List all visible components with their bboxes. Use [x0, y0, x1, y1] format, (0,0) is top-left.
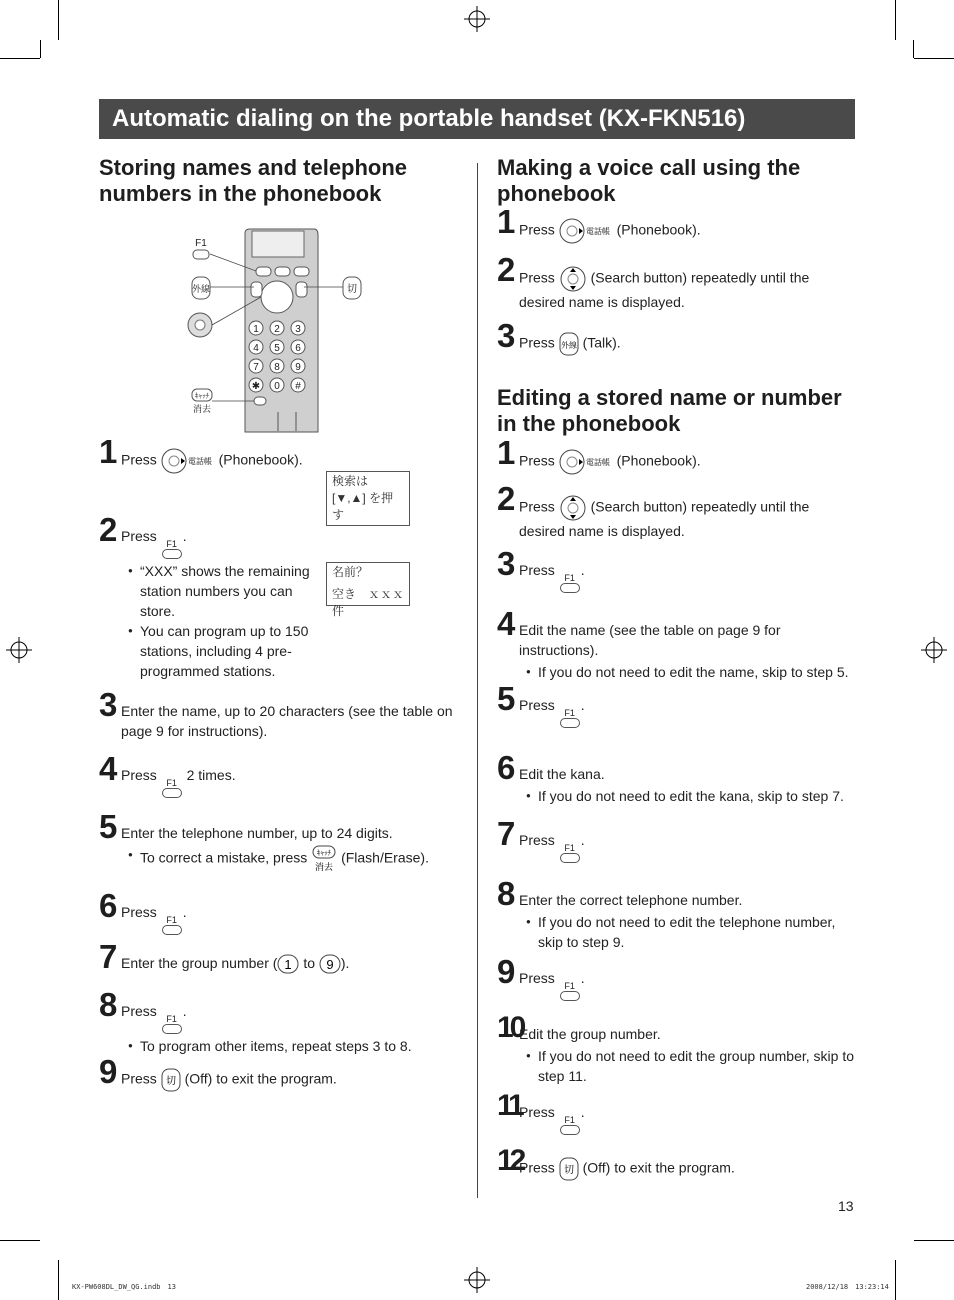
left-step-2: 2 Press F1 . ● “XXX” shows the remaining station numbers you can store. ● You can program up to 150 stations, including 4 pre-programmed stations.	[99, 526, 461, 681]
handset-key: 3	[295, 324, 301, 335]
left-heading: Storing names and telephone numbers in the phonebook	[99, 155, 408, 206]
search-button-icon	[559, 495, 587, 521]
callout-flash-bottom: 消去	[192, 404, 212, 414]
key-1-icon	[277, 954, 299, 974]
registration-mark-left	[6, 637, 32, 663]
handset-key: 6	[295, 343, 301, 354]
edit-step-7: 7 Press F1 .	[497, 830, 855, 863]
left-step-9: 9 Press 切 (Off) to exit the program.	[99, 1053, 337, 1090]
left-step-6: 6 Press F1 .	[99, 902, 461, 935]
key-9-label: 9	[326, 957, 334, 973]
talk-icon-label: 外線	[560, 341, 577, 350]
edit-step-2: 2 Press (Search button) repeatedly until the desired name is displayed.	[497, 480, 810, 539]
edit-step-9: 9 Press F1 .	[497, 968, 855, 1001]
f1-key-icon: F1	[162, 779, 182, 798]
left-step-7: 7 Enter the group number ( 1 to 9 ).	[99, 938, 350, 975]
bullet: ● If you do not need to edit the kana, skip to step 7.	[529, 786, 855, 806]
right-heading-voice-call: Making a voice call using the phonebook	[497, 155, 801, 206]
talk-key-icon	[559, 332, 579, 356]
off-icon-label: 切	[165, 1076, 176, 1087]
f1-key-icon: F1	[162, 1015, 182, 1034]
edit-step-11: 11 Press F1 .	[497, 1102, 855, 1135]
left-step-8: 8 Press F1 . ● To program other items, repeat steps 3 to 8.	[99, 1001, 461, 1056]
voice-step-3: 3 Press 外線 (Talk).	[497, 317, 621, 354]
left-step-4: 4 Press F1 2 times.	[99, 765, 461, 798]
handset-key: 4	[253, 343, 259, 354]
bullet: ● To correct a mistake, press ｷｬｯﾁ 消去 (Flash/Erase).	[131, 845, 461, 873]
flash-erase-icon	[311, 845, 337, 873]
f1-key-icon: F1	[560, 709, 580, 728]
title-banner	[99, 99, 855, 139]
phonebook-icon-label: 電話帳	[585, 227, 610, 236]
bullet: ● “XXX” shows the remaining station numbers you can store.	[131, 561, 321, 621]
edit-step-12: 12 Press 切 (Off) to exit the program.	[497, 1157, 855, 1181]
edit-step-3: 3 Press F1 .	[497, 560, 855, 593]
lcd-line: 検索は	[332, 474, 369, 488]
handset-key: 7	[253, 362, 259, 373]
callout-talk-label: 外線	[191, 284, 211, 294]
handset-key: #	[295, 381, 301, 392]
right-heading-editing: Editing a stored name or number in the phonebook	[497, 385, 842, 436]
handset-key: 9	[295, 362, 301, 373]
off-key-icon	[559, 1157, 579, 1181]
page-title: Automatic dialing on the portable handset (KX-FKN516)	[112, 105, 746, 132]
page-number: 13	[838, 1198, 854, 1214]
f1-key-icon: F1	[560, 1116, 580, 1135]
bullet: ● To program other items, repeat steps 3 to 8.	[131, 1036, 461, 1056]
callout-off-label: 切	[347, 284, 357, 295]
registration-mark-top	[464, 6, 490, 32]
f1-key-icon: F1	[560, 574, 580, 593]
handset-illustration	[184, 227, 369, 437]
lcd-line: [▼,▲] を押す	[332, 491, 394, 522]
left-step-1: 1 Press 電話帳 (Phonebook).	[99, 448, 461, 474]
voice-step-1: 1 Press 電話帳 (Phonebook).	[497, 218, 855, 244]
handset-key: ✱	[251, 381, 261, 392]
bullet: ● You can program up to 150 stations, including 4 pre-programmed stations.	[131, 621, 321, 681]
voice-step-2: 2 Press (Search button) repeatedly until the desired name is displayed.	[497, 251, 810, 310]
callout-f1-label: F1	[195, 238, 207, 249]
off-icon-label: 切	[563, 1165, 574, 1176]
f1-key-icon: F1	[560, 844, 580, 863]
left-step-3: 3 Enter the name, up to 20 characters (see the table on page 9 for instructions).	[99, 686, 453, 739]
f1-key-icon: F1	[560, 982, 580, 1001]
f1-key-icon: F1	[162, 540, 182, 559]
handset-key: 5	[274, 343, 280, 354]
flash-icon-bottom: 消去	[315, 862, 334, 872]
bullet: ● If you do not need to edit the group number, skip to step 11.	[529, 1046, 855, 1086]
phonebook-icon-label: 電話帳	[585, 458, 610, 467]
footer-file-info: KX-PW608DL_DW_QG.indb 13	[72, 1283, 176, 1291]
right-column	[497, 155, 855, 1177]
lcd-search-display	[326, 471, 410, 526]
column-divider	[477, 163, 478, 1198]
footer-timestamp: 2008/12/18 13:23:14	[806, 1283, 889, 1291]
edit-step-1: 1 Press 電話帳 (Phonebook).	[497, 449, 855, 475]
key-9-icon	[319, 954, 341, 974]
phonebook-icon	[559, 218, 613, 244]
edit-step-6: 6 Edit the kana. ● If you do not need to edit the kana, skip to step 7.	[497, 764, 855, 806]
registration-mark-right	[921, 637, 947, 663]
callout-flash-top: ｷｬｯﾁ	[195, 393, 209, 400]
flash-icon-top: ｷｬｯﾁ	[317, 850, 332, 857]
off-key-icon	[161, 1068, 181, 1092]
phonebook-icon-label: 電話帳	[187, 457, 212, 466]
edit-step-10: 10 Edit the group number. ● If you do not need to edit the group number, skip to step 11.	[497, 1024, 855, 1086]
phonebook-icon	[559, 449, 613, 475]
edit-step-5: 5 Press F1 .	[497, 695, 855, 728]
f1-key-icon: F1	[162, 916, 182, 935]
left-column	[99, 155, 461, 1090]
key-1-label: 1	[284, 957, 293, 973]
registration-mark-bottom	[464, 1267, 490, 1293]
lcd-line: 名前？	[332, 565, 369, 579]
left-step-5: 5 Enter the telephone number, up to 24 digits. ● To correct a mistake, press ｷｬｯﾁ 消去 (Flash/Erase).	[99, 823, 461, 873]
handset-key: 2	[274, 324, 280, 335]
handset-key: 1	[253, 324, 259, 335]
handset-key: 8	[274, 362, 280, 373]
search-button-icon	[559, 266, 587, 292]
bullet: ● If you do not need to edit the name, skip to step 5.	[529, 662, 855, 682]
edit-step-4: 4 Edit the name (see the table on page 9 for instructions). ● If you do not need to edit the name, skip to step 5.	[497, 620, 855, 682]
bullet: ● If you do not need to edit the telephone number, skip to step 9.	[529, 912, 855, 952]
handset-key: 0	[274, 381, 280, 392]
edit-step-8: 8 Enter the correct telephone number. ● If you do not need to edit the telephone number, skip to step 9.	[497, 890, 855, 952]
phonebook-icon	[161, 448, 215, 474]
lcd-line: 空き ｘｘｘ件	[332, 587, 405, 618]
